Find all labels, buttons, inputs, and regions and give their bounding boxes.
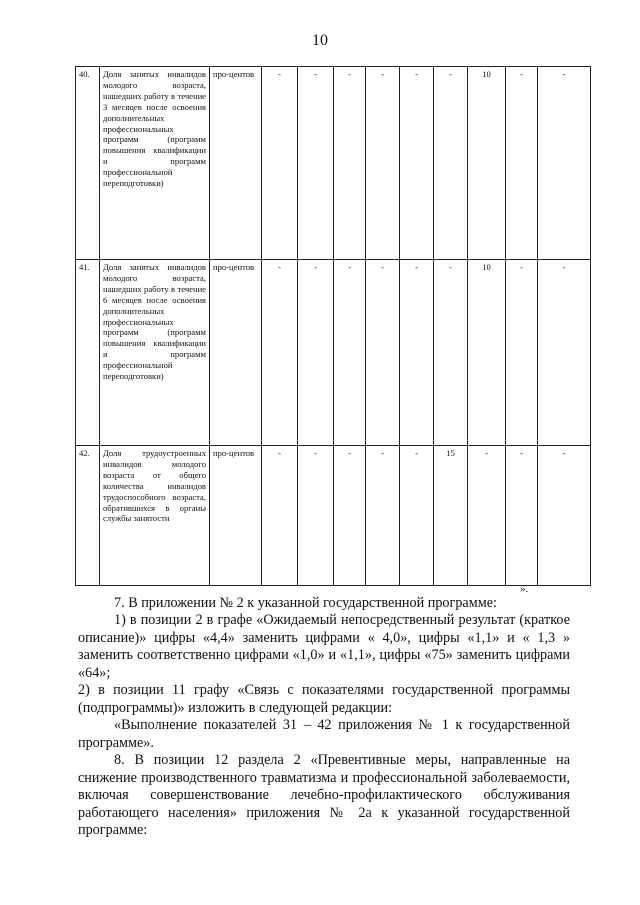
value-cell: - [298, 67, 334, 260]
table-row [76, 446, 591, 586]
table-row [76, 67, 591, 260]
unit-cell: про-центов [210, 446, 262, 586]
paragraph-subitem-1: 1) в позиции 2 в графе «Ожидаемый непосредственный результат (краткое описание)» цифры «4,4» заменить цифрами « 4,0», цифры «1,1» и « 1,3 » заменить соответственно цифрами «1,0» и «1,1», цифры «75» заменить цифрами «64»; [78, 612, 570, 681]
value-cell: - [434, 67, 468, 260]
value-cell: - [366, 446, 400, 586]
value-cell: - [538, 446, 591, 586]
page-number: 10 [312, 32, 328, 49]
closing-quote: ». [520, 583, 529, 595]
value-cell: - [506, 260, 538, 446]
value-cell: - [400, 260, 434, 446]
value-cell: - [400, 446, 434, 586]
value-cell: - [366, 260, 400, 446]
value-cell: - [262, 260, 298, 446]
value-cell: - [366, 67, 400, 260]
indicator-description: Доля занятых инвалидов молодого возраста, нашедших работу в течение 6 месяцев после освоения дополнительных профессиональных программ (программ повышения квалификации и программ профессиональной переподготовки) [100, 260, 210, 446]
paragraph-quote: «Выполнение показателей 31 – 42 приложения № 1 к государственной программе». [78, 717, 570, 751]
row-number: 41. [76, 260, 100, 446]
value-cell: 15 [434, 446, 468, 586]
value-cell: - [298, 446, 334, 586]
unit-cell: про-центов [210, 67, 262, 260]
value-cell: - [506, 446, 538, 586]
table-row [76, 260, 591, 446]
value-cell: - [334, 67, 366, 260]
row-number: 40. [76, 67, 100, 260]
value-cell: - [400, 67, 434, 260]
value-cell: - [434, 260, 468, 446]
value-cell: - [468, 446, 506, 586]
value-cell: - [334, 260, 366, 446]
paragraph-item-8: 8. В позиции 12 раздела 2 «Превентивные меры, направленные на снижение производственного травматизма и профессиональной заболеваемости, включая совершенствование лечебно-профилактического обслуживания работающего населения» приложения № 2а к указанной государственной программе: [78, 752, 570, 838]
indicators-table [75, 66, 591, 586]
indicator-description: Доля трудоустроенных инвалидов молодого возраста от общего количества инвалидов трудоспособного возраста, обратившихся в органы службы занятости [100, 446, 210, 586]
paragraph-subitem-2: 2) в позиции 11 графу «Связь с показателями государственной программы (подпрограммы)» изложить в следующей редакции: [78, 682, 570, 716]
indicator-description: Доля занятых инвалидов молодого возраста, нашедших работу в течение 3 месяцев после освоения дополнительных профессиональных программ (программ повышения квалификации и программ профессиональной переподготовки) [100, 67, 210, 260]
value-cell: 10 [468, 67, 506, 260]
paragraph-item-7: 7. В приложении № 2 к указанной государственной программе: [114, 595, 497, 611]
value-cell: - [262, 67, 298, 260]
row-number: 42. [76, 446, 100, 586]
value-cell: - [298, 260, 334, 446]
value-cell: 10 [468, 260, 506, 446]
value-cell: - [506, 67, 538, 260]
value-cell: - [262, 446, 298, 586]
value-cell: - [538, 260, 591, 446]
value-cell: - [334, 446, 366, 586]
unit-cell: про-центов [210, 260, 262, 446]
value-cell: - [538, 67, 591, 260]
